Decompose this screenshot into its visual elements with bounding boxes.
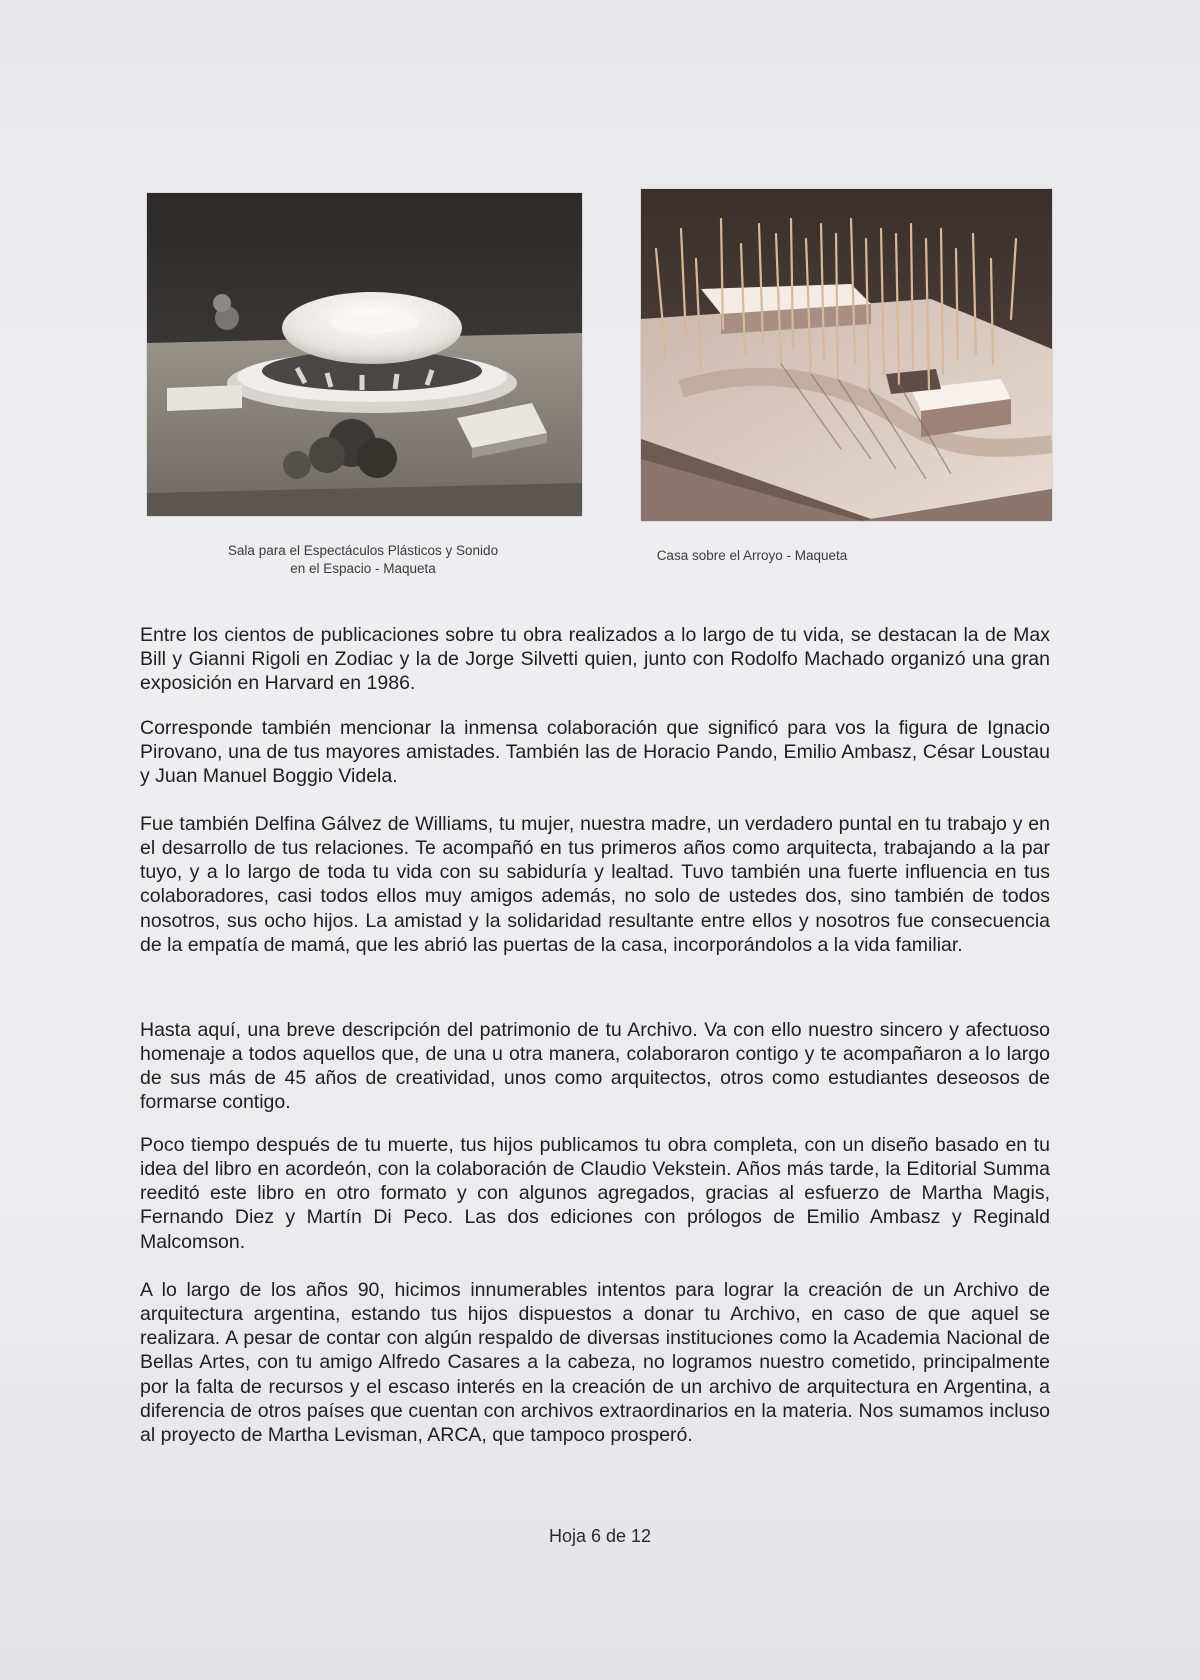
- figure-caption-right: Casa sobre el Arroyo - Maqueta: [656, 548, 848, 563]
- body-paragraph-1: Entre los cientos de publicaciones sobre tu obra realizados a lo largo de tu vida, se destacan la de Max Bill y Gianni Rigoli en Zodiac y la de Jorge Silvetti quien, junto con Rodolfo Machado organizó una gran exposición en Harvard en 1986.: [140, 623, 1050, 695]
- model-photo-casa-arroyo: [641, 189, 1052, 521]
- caption-left-line1: Sala para el Espectáculos Plásticos y Sonido: [227, 543, 499, 558]
- body-paragraph-3: Fue también Delfina Gálvez de Williams, tu mujer, nuestra madre, un verdadero puntal en tu trabajo y en el desarrollo de tus relaciones. Te acompañó en tus primeros años como arquitecta, trabajando a la par tuyo, y a lo largo de toda tu vida con su sabiduría y lealtad. Tuvo también una fuerte influencia en tus colaboradores, casi todos ellos muy amigos además, no solo de ustedes dos, sino también de todos nosotros, sus ocho hijos. La amistad y la solidaridad resultante entre ellos y nosotros fue consecuencia de la empatía de mamá, que les abrió las puertas de la casa, incorporándolos a la vida familiar.: [140, 812, 1050, 956]
- body-paragraph-6: A lo largo de los años 90, hicimos innumerables intentos para lograr la creación de un Archivo de arquitectura argentina, estando tus hijos dispuestos a donar tu Archivo, en caso de que aquel se realizara. A pesar de contar con algún respaldo de diversas instituciones como la Academia Nacional de Bellas Artes, con tu amigo Alfredo Casares a la cabeza, no logramos nuestro cometido, principalmente por la falta de recursos y el escaso interés en la creación de un archivo de arquitectura en Argentina, a diferencia de otros países que cuentan con archivos extraordinarios en la materia. Nos sumamos incluso al proyecto de Martha Levisman, ARCA, que tampoco prosperó.: [140, 1278, 1050, 1447]
- model-photo-sala-espectaculos: [147, 193, 582, 516]
- figure-caption-left: [168, 542, 558, 578]
- page-number: Hoja 6 de 12: [548, 1526, 652, 1546]
- body-paragraph-4: Hasta aquí, una breve descripción del patrimonio de tu Archivo. Va con ello nuestro sincero y afectuoso homenaje a todos aquellos que, de una u otra manera, colaboraron contigo y te acompañaron a lo largo de sus más de 45 años de creatividad, unos como arquitectos, otros como estudiantes deseosos de formarse contigo.: [140, 1018, 1050, 1114]
- body-paragraph-5: Poco tiempo después de tu muerte, tus hijos publicamos tu obra completa, con un diseño basado en tu idea del libro en acordeón, con la colaboración de Claudio Vekstein. Años más tarde, la Editorial Summa reeditó este libro en otro formato y con algunos agregados, gracias al esfuerzo de Martha Magis, Fernando Diez y Martín Di Peco. Las dos ediciones con prólogos de Emilio Ambasz y Reginald Malcomson.: [140, 1133, 1050, 1253]
- caption-left-line2: en el Espacio - Maqueta: [290, 561, 436, 576]
- body-paragraph-2: Corresponde también mencionar la inmensa colaboración que significó para vos la figura de Ignacio Pirovano, una de tus mayores amistades. También las de Horacio Pando, Emilio Ambasz, César Loustau y Juan Manuel Boggio Videla.: [140, 716, 1050, 788]
